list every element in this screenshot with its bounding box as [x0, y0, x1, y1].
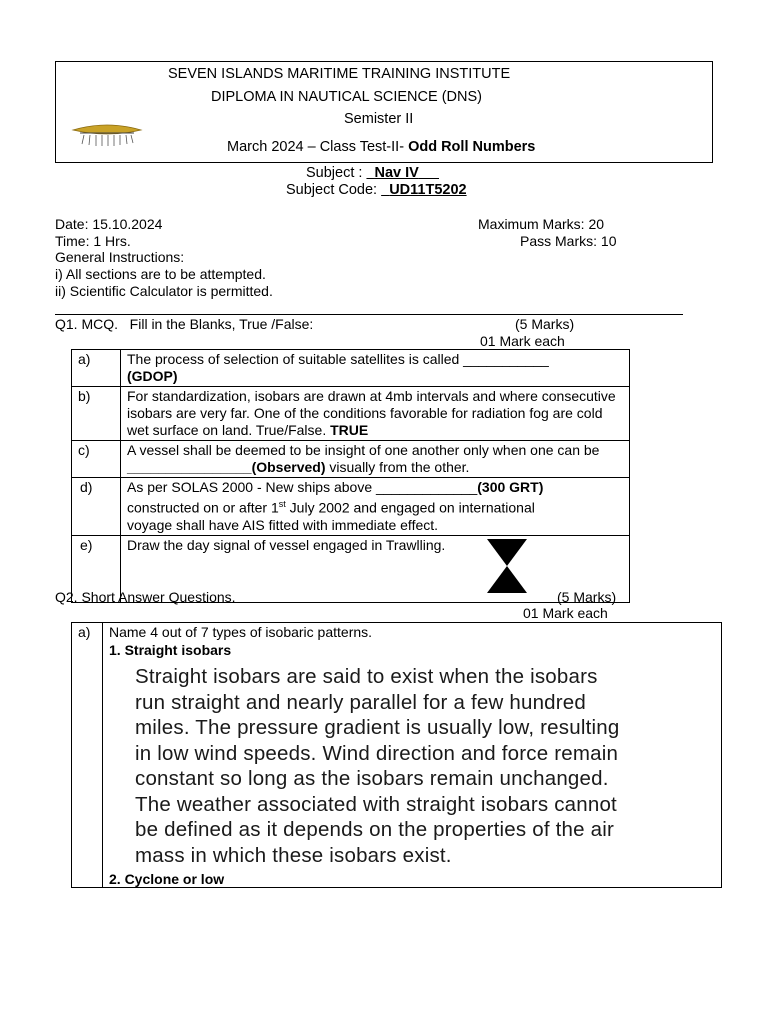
table-row — [72, 478, 630, 536]
table-row — [72, 441, 630, 478]
table-row — [72, 387, 630, 441]
answer: (Observed) — [251, 459, 326, 475]
subject-code-value: UD11T5202 — [389, 182, 467, 198]
table-row — [72, 350, 630, 387]
date: Date: 15.10.2024 — [55, 216, 163, 232]
row-label: d) — [72, 478, 121, 536]
q2-item-2: 2. Cyclone or low — [109, 871, 225, 887]
table-row — [72, 623, 722, 888]
test-title — [227, 139, 535, 155]
answer: (300 GRT) — [477, 479, 544, 495]
divider — [55, 314, 683, 315]
time: Time: 1 Hrs. — [55, 233, 131, 249]
row-label: a) — [72, 350, 121, 387]
subject-code-line — [286, 182, 467, 198]
q2-table — [71, 622, 722, 888]
row-text: Draw the day signal of vessel engaged in Trawlling. — [121, 535, 630, 602]
row-label: c) — [72, 441, 121, 478]
q1-each: 01 Mark each — [480, 333, 565, 349]
q1-marks: (5 Marks) — [515, 316, 575, 332]
q2-marks: (5 Marks) — [557, 589, 617, 605]
row-label: a) — [72, 623, 103, 888]
q1-title: Q1. MCQ. Fill in the Blanks, True /False: — [55, 316, 314, 332]
test-bold: Odd Roll Numbers — [408, 139, 536, 155]
test-prefix: March 2024 – Class Test-II- — [227, 139, 409, 155]
pass-marks: Pass Marks: 10 — [520, 233, 617, 249]
subject-code-label: Subject Code: — [286, 182, 378, 198]
q1-table — [71, 349, 630, 603]
subject-line — [306, 165, 439, 181]
semester: Semister II — [344, 111, 414, 127]
diploma-title: DIPLOMA IN NAUTICAL SCIENCE (DNS) — [211, 89, 482, 105]
instruction-1: i) All sections are to be attempted. — [55, 266, 266, 282]
q2-question: Name 4 out of 7 types of isobaric patterns. — [109, 624, 373, 640]
row-text: For standardization, isobars are drawn at 4mb intervals and where consecutive isobars are very far. One of the conditions favorable for radiation fog are cold wet surface on land. True/False. TRUE — [121, 387, 630, 441]
q2-each: 01 Mark each — [523, 605, 608, 621]
row-text: As per SOLAS 2000 - New ships above _____________(300 GRT) constructed on or after 1st July 2002 and engaged on international voyage shall have AIS fitted with immediate effect. — [121, 478, 630, 536]
answer: (GDOP) — [127, 368, 178, 384]
max-marks: Maximum Marks: 20 — [478, 216, 605, 232]
institute-name: SEVEN ISLANDS MARITIME TRAINING INSTITUTE — [168, 66, 511, 82]
row-label: e) — [72, 535, 121, 602]
instruction-2: ii) Scientific Calculator is permitted. — [55, 283, 273, 299]
scanned-answer: Straight isobars are said to exist when the isobars run straight and nearly parallel for a few hundred miles. The pressure gradient is usually low, resulting in low wind speeds. Wind direction and force remain constant so long as the isobars remain unchanged. The weather associated with straight isobars cannot be defined as it depends on the properties of the air mass in which these isobars exist. — [135, 665, 620, 867]
institute-logo — [70, 124, 144, 150]
q2-item-1: 1. Straight isobars — [109, 642, 232, 658]
day-signal-shape — [487, 539, 527, 593]
instructions-title: General Instructions: — [55, 249, 185, 265]
row-label: b) — [72, 387, 121, 441]
row-text: A vessel shall be deemed to be insight of one another only when one can be ________________(Observed) visually from the other. — [121, 441, 630, 478]
q2-title: Q2. Short Answer Questions. — [55, 589, 236, 605]
row-text — [103, 623, 722, 888]
subject-value: Nav IV — [374, 165, 419, 181]
row-text: The process of selection of suitable satellites is called ___________ (GDOP) — [121, 350, 630, 387]
subject-label: Subject : — [306, 165, 363, 181]
answer: TRUE — [330, 422, 369, 438]
